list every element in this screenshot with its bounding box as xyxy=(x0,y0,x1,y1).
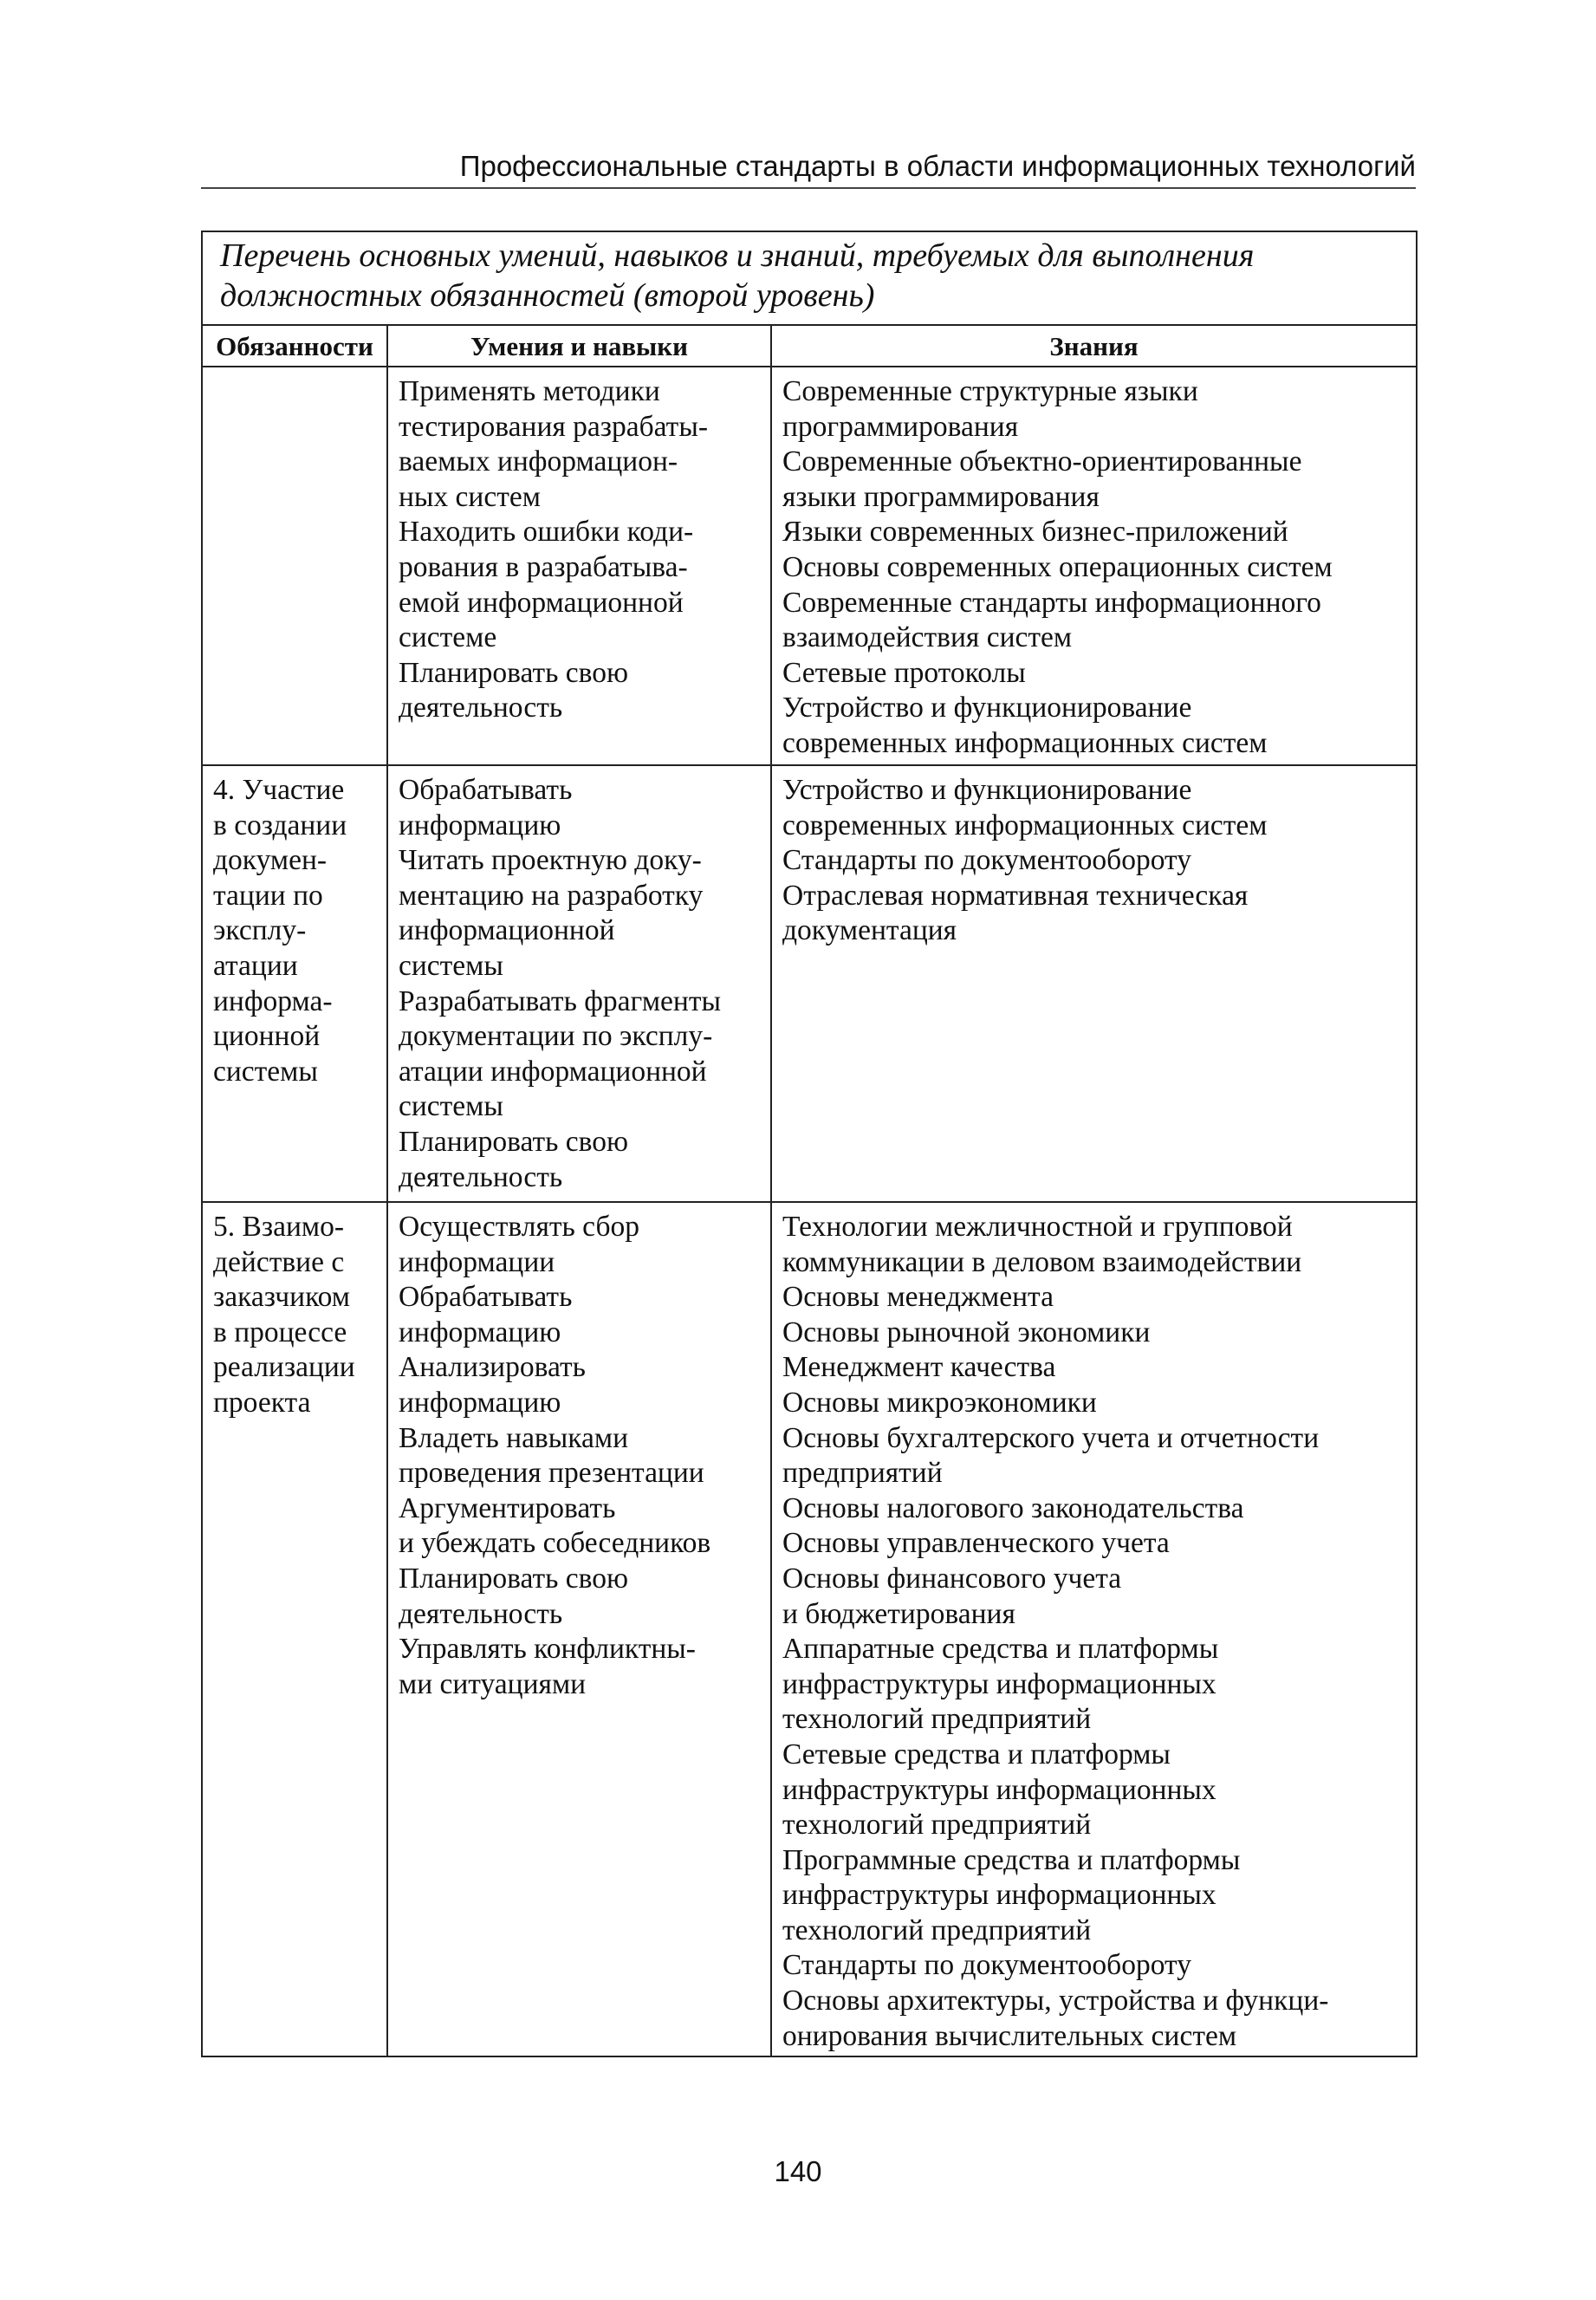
duty-line: атации xyxy=(213,949,298,982)
skill-line: ми ситуациями xyxy=(399,1667,587,1700)
knowledge-cell xyxy=(771,367,1417,765)
skill-line: Разрабатывать фрагменты xyxy=(399,984,721,1017)
header-rule xyxy=(201,187,1416,189)
knowledge-line: Основы архитектуры, устройства и функци- xyxy=(782,1985,1329,2017)
skill-line: Применять методики xyxy=(399,375,660,407)
duty-line: докумен- xyxy=(213,844,328,877)
page-number: 140 xyxy=(774,2155,822,2187)
skill-line: Управлять конфликтны- xyxy=(399,1633,696,1666)
knowledge-line: программирования xyxy=(782,410,1019,443)
table-row xyxy=(202,765,1417,1202)
knowledge-line: языки программирования xyxy=(782,480,1100,513)
duty-line: тации по xyxy=(213,879,323,912)
caption-line: должностных обязанностей (второй уровень) xyxy=(220,277,875,314)
skill-line: Аргументировать xyxy=(399,1491,616,1524)
duty-line: в создании xyxy=(213,809,347,841)
table-caption-row xyxy=(202,231,1417,325)
knowledge-line: современных информационных систем xyxy=(782,809,1268,841)
duty-line: 5. Взаимо- xyxy=(213,1211,344,1243)
table-row xyxy=(202,367,1417,765)
knowledge-line: инфраструктуры информационных xyxy=(782,1667,1216,1700)
duty-line: проекта xyxy=(213,1386,311,1419)
skill-line: системе xyxy=(399,621,497,654)
knowledge-line: Программные средства и платформы xyxy=(782,1843,1241,1876)
duty-line: действие с xyxy=(213,1245,345,1278)
knowledge-line: Отраслевая нормативная техническая xyxy=(782,879,1249,912)
knowledge-cell xyxy=(771,765,1417,1202)
knowledge-line: Основы рыночной экономики xyxy=(782,1316,1151,1348)
skill-line: проведения презентации xyxy=(399,1457,704,1490)
skill-line: системы xyxy=(399,949,503,982)
header-knowledge: Знания xyxy=(771,325,1417,367)
knowledge-line: Технологии межличностной и групповой xyxy=(782,1211,1293,1243)
knowledge-line: инфраструктуры информационных xyxy=(782,1879,1216,1912)
knowledge-cell xyxy=(771,1202,1417,2056)
skill-line: деятельность xyxy=(399,1160,563,1193)
knowledge-line: Основы управленческого учета xyxy=(782,1527,1170,1560)
duty-cell xyxy=(202,765,387,1202)
skill-line: Планировать свою xyxy=(399,656,629,689)
knowledge-line: Стандарты по документообороту xyxy=(782,844,1191,877)
skill-line: деятельность xyxy=(399,1597,563,1630)
knowledge-line: взаимодействия систем xyxy=(782,621,1073,654)
caption-line: Перечень основных умений, навыков и знаний, требуемых для выполнения xyxy=(220,237,1255,274)
knowledge-line: Устройство и функционирование xyxy=(782,692,1192,724)
running-header: Профессиональные стандарты в области информационных технологий xyxy=(459,150,1416,182)
knowledge-line: инфраструктуры информационных xyxy=(782,1773,1216,1806)
knowledge-line: и бюджетирования xyxy=(782,1597,1015,1630)
knowledge-line: Основы финансового учета xyxy=(782,1562,1122,1595)
skill-line: системы xyxy=(399,1090,503,1123)
knowledge-line: Основы налогового законодательства xyxy=(782,1491,1244,1524)
skill-line: и убеждать собеседников xyxy=(399,1527,711,1560)
table-header-row xyxy=(202,325,1417,367)
knowledge-line: Основы микроэкономики xyxy=(782,1386,1097,1419)
skill-line: рования в разрабатыва- xyxy=(399,550,688,583)
skill-line: тестирования разрабаты- xyxy=(399,410,708,443)
skill-line: Осуществлять сбор xyxy=(399,1211,639,1243)
skill-line: Анализировать xyxy=(399,1351,586,1384)
knowledge-line: Аппаратные средства и платформы xyxy=(782,1633,1219,1666)
skills-cell xyxy=(387,765,771,1202)
knowledge-line: технологий предприятий xyxy=(782,1809,1092,1842)
skill-line: атации информационной xyxy=(399,1055,707,1088)
knowledge-line: документация xyxy=(782,914,957,947)
knowledge-line: Сетевые средства и платформы xyxy=(782,1738,1171,1770)
skill-line: информацию xyxy=(399,1316,561,1348)
skill-line: ментацию на разработку xyxy=(399,879,704,912)
skill-line: Обрабатывать xyxy=(399,1281,573,1314)
knowledge-line: современных информационных систем xyxy=(782,726,1268,759)
skill-line: Находить ошибки коди- xyxy=(399,516,694,549)
duty-cell xyxy=(202,367,387,765)
duty-line: информа- xyxy=(213,984,333,1017)
skill-line: информации xyxy=(399,1245,555,1278)
knowledge-line: Основы бухгалтерского учета и отчетности xyxy=(782,1421,1320,1454)
skill-line: ных систем xyxy=(399,480,541,513)
duty-line: системы xyxy=(213,1055,318,1088)
knowledge-line: технологий предприятий xyxy=(782,1913,1092,1946)
knowledge-line: Языки современных бизнес-приложений xyxy=(782,516,1288,549)
skill-line: емой информационной xyxy=(399,586,684,619)
knowledge-line: онирования вычислительных систем xyxy=(782,2019,1237,2052)
knowledge-line: Стандарты по документообороту xyxy=(782,1949,1191,1982)
duty-line: эксплу- xyxy=(213,914,307,947)
skills-cell xyxy=(387,367,771,765)
knowledge-line: Современные объектно-ориентированные xyxy=(782,445,1302,478)
knowledge-line: технологий предприятий xyxy=(782,1703,1092,1736)
knowledge-line: Современные структурные языки xyxy=(782,375,1198,407)
duty-cell xyxy=(202,1202,387,2056)
knowledge-line: Основы менеджмента xyxy=(782,1281,1054,1314)
knowledge-line: Сетевые протоколы xyxy=(782,656,1026,689)
table-row xyxy=(202,1202,1417,2056)
duty-line: ционной xyxy=(213,1020,321,1053)
knowledge-line: Основы современных операционных систем xyxy=(782,550,1333,583)
duty-line: в процессе xyxy=(213,1316,347,1348)
skill-line: информацию xyxy=(399,1386,561,1419)
skills-cell xyxy=(387,1202,771,2056)
header-duties: Обязанности xyxy=(202,325,387,367)
skill-line: информационной xyxy=(399,914,615,947)
knowledge-line: Устройство и функционирование xyxy=(782,774,1192,806)
skill-line: Обрабатывать xyxy=(399,774,573,806)
competency-table xyxy=(201,231,1418,2057)
header-skills: Умения и навыки xyxy=(387,325,771,367)
table-caption xyxy=(202,231,1417,325)
duty-line: реализации xyxy=(213,1351,355,1384)
skill-line: Владеть навыками xyxy=(399,1421,629,1454)
knowledge-line: Современные стандарты информационного xyxy=(782,586,1321,619)
skill-line: Планировать свою xyxy=(399,1125,629,1158)
duty-line: заказчиком xyxy=(213,1281,350,1314)
skill-line: деятельность xyxy=(399,692,563,724)
skill-line: информацию xyxy=(399,809,561,841)
skill-line: ваемых информацион- xyxy=(399,445,678,478)
skill-line: документации по эксплу- xyxy=(399,1020,713,1053)
duty-line: 4. Участие xyxy=(213,774,345,806)
knowledge-line: Менеджмент качества xyxy=(782,1351,1056,1384)
knowledge-line: коммуникации в деловом взаимодействии xyxy=(782,1245,1302,1278)
skill-line: Планировать свою xyxy=(399,1562,629,1595)
skill-line: Читать проектную доку- xyxy=(399,844,702,877)
knowledge-line: предприятий xyxy=(782,1457,943,1490)
